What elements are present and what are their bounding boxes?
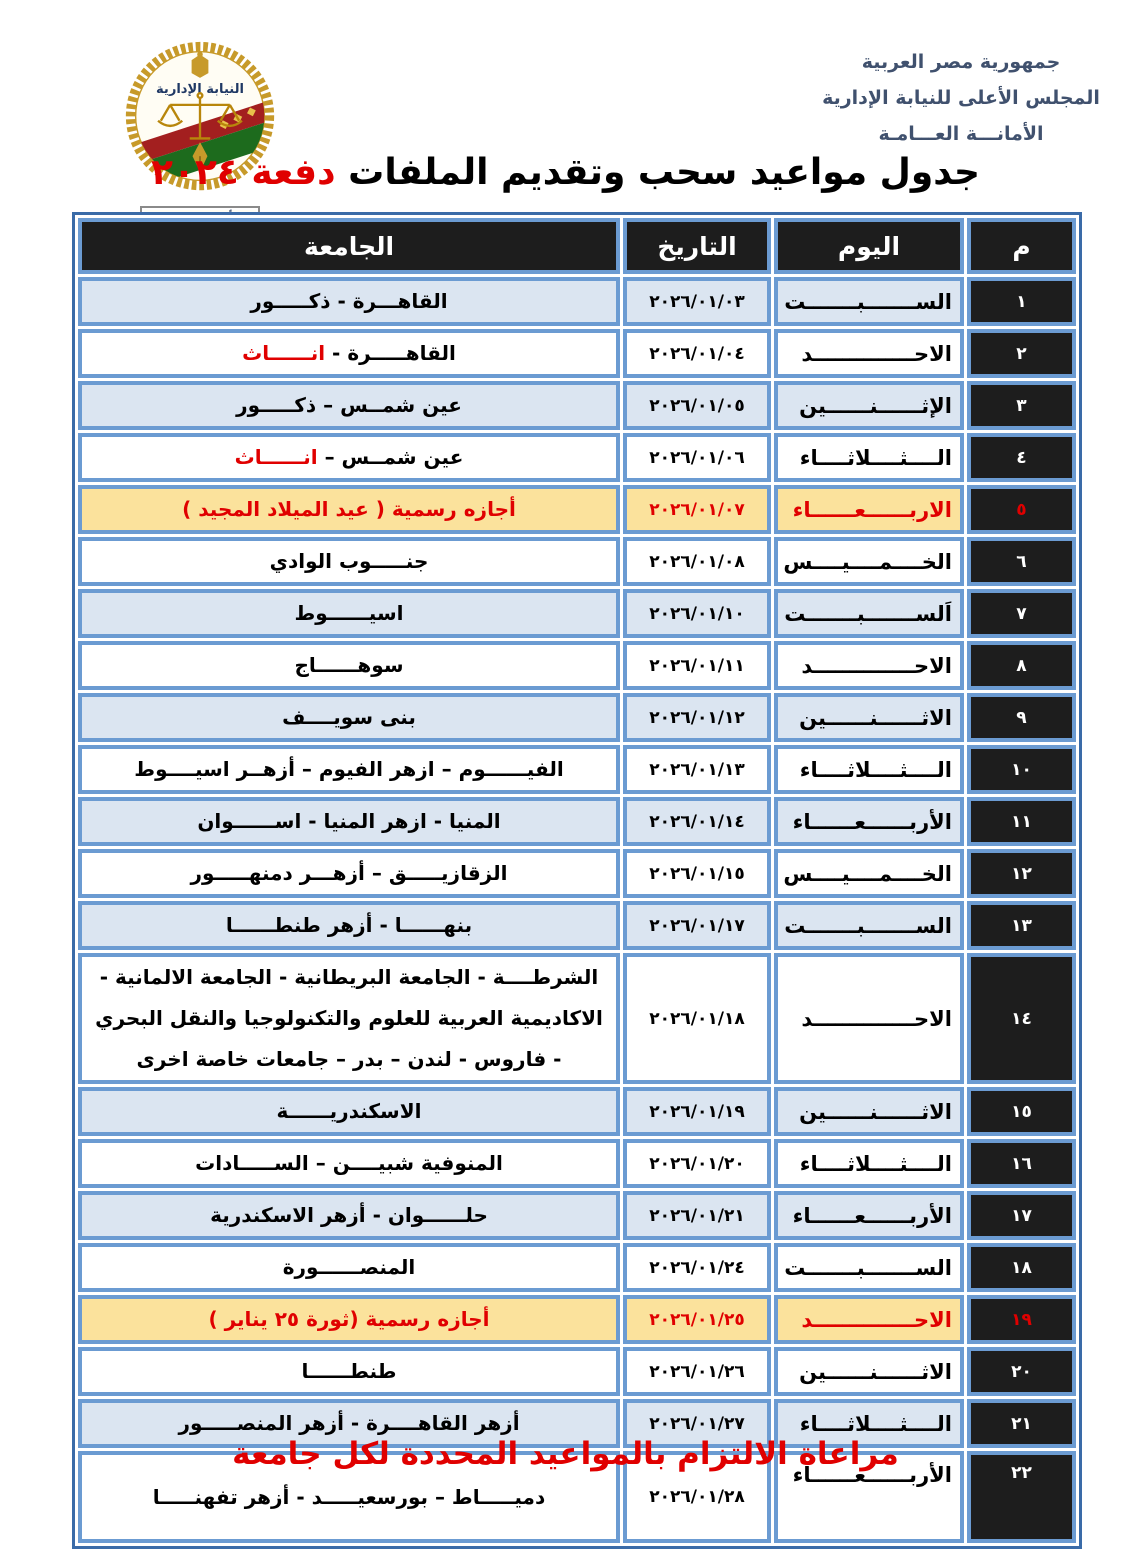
university-cell	[78, 693, 620, 742]
table-row	[78, 849, 1076, 898]
university-cell	[78, 329, 620, 378]
university-text: أجازه رسمية ( عيد الميلاد المجيد )	[182, 497, 516, 521]
university-text: الاسكندريــــــة	[276, 1099, 422, 1123]
table-row	[78, 1139, 1076, 1188]
schedule-table	[72, 212, 1082, 1549]
day-cell: الاحــــــــــــــد	[774, 1295, 964, 1344]
table-row	[78, 381, 1076, 430]
university-text: حلــــــوان - أزهر الاسكندرية	[210, 1203, 488, 1227]
date-cell: ٢٠٢٦/٠١/٠٥	[623, 381, 771, 430]
row-number-cell: ١٩	[967, 1295, 1076, 1344]
row-number-cell: ١٧	[967, 1191, 1076, 1240]
day-cell: الإثــــــنــــــين	[774, 381, 964, 430]
day-cell: الســـــــبـــــــت	[774, 1243, 964, 1292]
page-title-main: جدول مواعيد سحب وتقديم الملفات	[335, 152, 981, 193]
footer-note: مراعاة الالتزام بالمواعيد المحددة لكل جامعة	[232, 1436, 899, 1472]
university-text: انــــــاث	[242, 341, 326, 365]
university-cell	[78, 641, 620, 690]
row-number-cell: ٣	[967, 381, 1076, 430]
day-cell: الــــثــــلاثــــاء	[774, 1399, 964, 1448]
day-cell: الأربــــــعــــــاء	[774, 797, 964, 846]
row-number-cell: ١٥	[967, 1087, 1076, 1136]
day-cell: الاثــــــنــــــين	[774, 1087, 964, 1136]
date-cell: ٢٠٢٦/٠١/١٠	[623, 589, 771, 638]
university-cell	[78, 1243, 620, 1292]
row-number-cell: ٢١	[967, 1399, 1076, 1448]
date-cell: ٢٠٢٦/٠١/٢١	[623, 1191, 771, 1240]
university-text: انــــــاث	[234, 445, 318, 469]
university-text: بنى سويــــف	[282, 705, 416, 729]
university-text: المنيا - ازهر المنيا - اســــــوان	[197, 809, 501, 833]
date-cell: ٢٠٢٦/٠١/٠٤	[623, 329, 771, 378]
schedule-table-wrap	[72, 212, 1082, 1549]
col-header-number: م	[967, 218, 1076, 274]
table-row	[78, 953, 1076, 1084]
university-text: اسيــــــوط	[294, 601, 404, 625]
org-line-country: جمهورية مصر العربية	[861, 51, 1061, 73]
day-cell: الاحــــــــــــــد	[774, 953, 964, 1084]
university-cell	[78, 1087, 620, 1136]
university-cell	[78, 745, 620, 794]
university-text: القاهـــــرة -	[325, 341, 456, 365]
date-cell: ٢٠٢٦/٠١/١٤	[623, 797, 771, 846]
university-text: سوهــــــاج	[294, 653, 404, 677]
row-number-cell: ٢	[967, 329, 1076, 378]
table-row	[78, 901, 1076, 950]
day-cell: الــــثــــلاثــــاء	[774, 1139, 964, 1188]
university-cell	[78, 433, 620, 482]
row-number-cell: ١٨	[967, 1243, 1076, 1292]
table-row	[78, 745, 1076, 794]
university-text: عين شمــس –	[317, 445, 464, 469]
page-title	[0, 152, 1131, 193]
date-cell: ٢٠٢٦/٠١/١٣	[623, 745, 771, 794]
date-cell: ٢٠٢٦/٠١/١٨	[623, 953, 771, 1084]
date-cell: ٢٠٢٦/٠١/٠٣	[623, 277, 771, 326]
day-cell: الأربــــــعــــــاء	[774, 1451, 964, 1543]
table-row	[78, 693, 1076, 742]
table-row	[78, 329, 1076, 378]
university-text: جنـــــوب الوادي	[269, 549, 429, 573]
table-row	[78, 797, 1076, 846]
university-cell	[78, 1191, 620, 1240]
university-cell	[78, 901, 620, 950]
col-header-date: التاريخ	[623, 218, 771, 274]
date-cell: ٢٠٢٦/٠١/١٩	[623, 1087, 771, 1136]
university-text: المنوفية شبيــــن – الســـــادات	[195, 1151, 503, 1175]
day-cell: الســـــــبـــــــت	[774, 277, 964, 326]
row-number-cell: ٤	[967, 433, 1076, 482]
university-cell	[78, 1347, 620, 1396]
university-cell	[78, 1295, 620, 1344]
university-cell	[78, 797, 620, 846]
date-cell: ٢٠٢٦/٠١/٠٧	[623, 485, 771, 534]
emblem-circle-text: النيابة الإدارية	[156, 81, 244, 97]
row-number-cell: ١٠	[967, 745, 1076, 794]
table-row	[78, 641, 1076, 690]
row-number-cell: ١٤	[967, 953, 1076, 1084]
row-number-cell: ١	[967, 277, 1076, 326]
university-cell	[78, 277, 620, 326]
date-cell: ٢٠٢٦/٠١/٢٧	[623, 1399, 771, 1448]
university-cell	[78, 381, 620, 430]
university-cell	[78, 953, 620, 1084]
day-cell: الخــــمــــيــــس	[774, 537, 964, 586]
table-row	[78, 1087, 1076, 1136]
date-cell: ٢٠٢٦/٠١/٢٥	[623, 1295, 771, 1344]
row-number-cell: ٦	[967, 537, 1076, 586]
date-cell: ٢٠٢٦/٠١/٢٤	[623, 1243, 771, 1292]
table-row	[78, 1243, 1076, 1292]
date-cell: ٢٠٢٦/٠١/١٢	[623, 693, 771, 742]
day-cell: الاثــــــنــــــين	[774, 693, 964, 742]
date-cell: ٢٠٢٦/٠١/٠٦	[623, 433, 771, 482]
university-text: القاهـــرة - ذكـــــور	[250, 289, 448, 313]
table-row	[78, 1191, 1076, 1240]
day-cell: اَلســـــــبـــــــت	[774, 589, 964, 638]
date-cell: ٢٠٢٦/٠١/١٧	[623, 901, 771, 950]
university-cell	[78, 1139, 620, 1188]
day-cell: الخــــمــــيــــس	[774, 849, 964, 898]
row-number-cell: ١٣	[967, 901, 1076, 950]
day-cell: الاربــــــعــــــاء	[774, 485, 964, 534]
date-cell: ٢٠٢٦/٠١/١١	[623, 641, 771, 690]
row-number-cell: ٩	[967, 693, 1076, 742]
day-cell: الاحــــــــــــــد	[774, 329, 964, 378]
table-row	[78, 537, 1076, 586]
day-cell: الأربــــــعــــــاء	[774, 1191, 964, 1240]
day-cell: الــــثــــلاثــــاء	[774, 433, 964, 482]
day-cell: الاحــــــــــــــد	[774, 641, 964, 690]
date-cell: ٢٠٢٦/٠١/١٥	[623, 849, 771, 898]
university-text: دميـــــاط – بورسعيـــــد - أزهر تفهنـــــا	[152, 1484, 546, 1509]
university-text: أزهر القاهــــرة - أزهر المنصـــــور	[178, 1411, 520, 1435]
org-line-secretariat: الأمانـــة العـــامـة	[878, 123, 1044, 146]
table-row	[78, 277, 1076, 326]
university-text: طنطــــــا	[301, 1359, 397, 1383]
org-header	[811, 44, 1111, 152]
date-cell: ٢٠٢٦/٠١/٢٨	[623, 1451, 771, 1543]
university-cell	[78, 589, 620, 638]
table-row	[78, 485, 1076, 534]
university-text: الشرطــــة - الجامعة البريطانية - الجامعة الالمانية - الاكاديمية العربية للعلوم والتكنولوجيا والنقل البحري - فاروس - لندن – بدر – جامعات خاصة اخرى	[95, 965, 603, 1071]
date-cell: ٢٠٢٦/٠١/٢٠	[623, 1139, 771, 1188]
row-number-cell: ٥	[967, 485, 1076, 534]
university-cell	[78, 537, 620, 586]
col-header-university: الجامعة	[78, 218, 620, 274]
date-cell: ٢٠٢٦/٠١/٠٨	[623, 537, 771, 586]
university-text: المنصــــــورة	[282, 1255, 416, 1279]
row-number-cell: ١٦	[967, 1139, 1076, 1188]
row-number-cell: ٢٢	[967, 1451, 1076, 1543]
university-text: الزقازيـــــق – أزهـــر دمنهـــــور	[190, 861, 508, 885]
row-number-cell: ٨	[967, 641, 1076, 690]
university-text: بنهــــــا - أزهر طنطــــــا	[225, 913, 473, 937]
university-cell	[78, 849, 620, 898]
col-header-day: اليوم	[774, 218, 964, 274]
university-text: عين شمــس – ذكـــــور	[236, 393, 462, 417]
page-title-batch: دفعة ٢٠٢٤	[150, 152, 336, 193]
day-cell: الــــثــــلاثــــاء	[774, 745, 964, 794]
org-line-council: المجلس الأعلى للنيابة الإدارية	[822, 87, 1100, 110]
day-cell: الاثــــــنــــــين	[774, 1347, 964, 1396]
schedule-rows	[78, 277, 1076, 1543]
row-number-cell: ١١	[967, 797, 1076, 846]
row-number-cell: ١٢	[967, 849, 1076, 898]
university-text: أجازه رسمية (ثورة ٢٥ يناير )	[208, 1307, 490, 1331]
table-row	[78, 589, 1076, 638]
date-cell: ٢٠٢٦/٠١/٢٦	[623, 1347, 771, 1396]
university-cell	[78, 485, 620, 534]
header-row	[78, 218, 1076, 274]
row-number-cell: ٢٠	[967, 1347, 1076, 1396]
table-row	[78, 1295, 1076, 1344]
day-cell: الســـــــبـــــــت	[774, 901, 964, 950]
table-row	[78, 433, 1076, 482]
university-text: الفيــــــوم – ازهر الفيوم – أزهــر اسيــــوط	[134, 757, 564, 781]
table-row	[78, 1347, 1076, 1396]
row-number-cell: ٧	[967, 589, 1076, 638]
